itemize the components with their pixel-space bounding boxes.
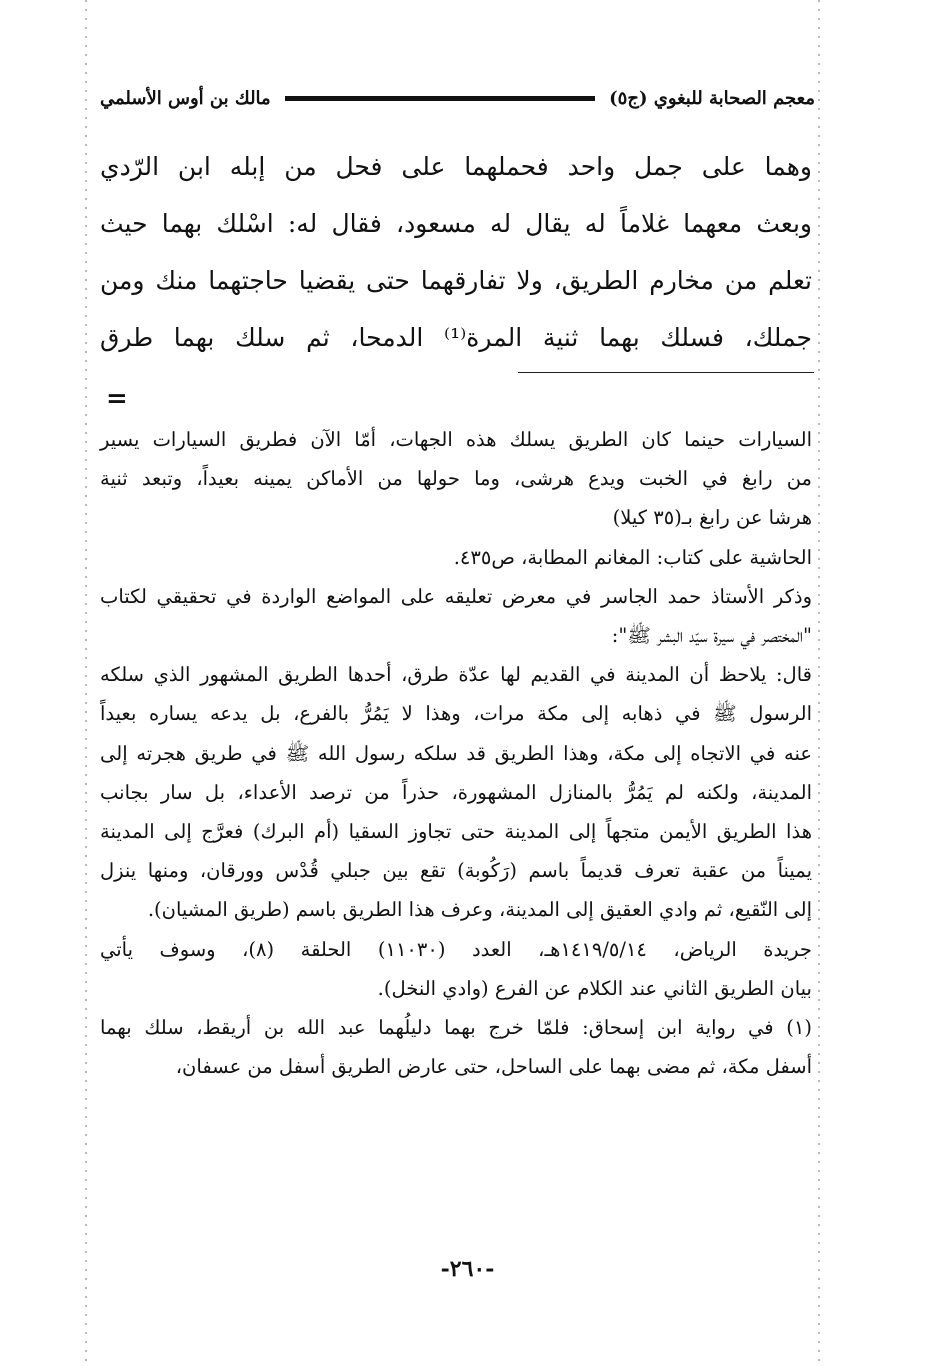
footnote-line: إلى النّقيع، ثم وادي العقيق إلى المدينة، وعرف هذا الطريق باسم (طريق المشيان). (147, 898, 812, 922)
page-number: -٢٦٠- (440, 1256, 495, 1282)
main-line: وهما على جمل واحد فحملهما على فحل من إبله ابن الرّدي (100, 152, 812, 181)
footnote-separator (518, 372, 814, 373)
footnote-line: هذا الطريق الأيمن متجهاً إلى المدينة حتى تجاوز السقيا (أم البرك) فعرَّج إلى المدينة (100, 820, 812, 844)
footnote-line: "المختصر في سيرة سيّد البشر ﷺ": (611, 624, 812, 648)
footnote-line: بيان الطريق الثاني عند الكلام عن الفرع (وادي النخل). (377, 976, 812, 1000)
footnote-line: وذكر الأستاذ حمد الجاسر في معرض تعليقه على المواضع الواردة في تحقيقي لكتاب (100, 584, 812, 608)
main-line: وبعث معهما غلاماً له يقال له مسعود، فقال له: اسْلك بهما حيث (100, 209, 812, 238)
footnote-line: الحاشية على كتاب: المغانم المطابة، ص٤٣٥. (453, 545, 812, 569)
entry-name: مالك بن أوس الأسلمي (100, 87, 271, 109)
footnote-line: الرسول ﷺ في ذهابه إلى مكة مرات، وهذا لا يَمُرُّ بالفرع، بل يدعه يساره بعيداً (100, 702, 812, 726)
continuation-mark: = (106, 384, 128, 414)
footnote-line: عنه في الاتجاه إلى مكة، وهذا الطريق قد سلكه رسول الله ﷺ في طريق هجرته إلى (100, 741, 812, 765)
footnote-line: جريدة الرياض، ١٤١٩/٥/١٤هـ، العدد (١١٠٣٠) الحلقة (٨)، وسوف يأتي (100, 937, 812, 961)
footnote-line: السيارات حينما كان الطريق يسلك هذه الجهات، أمّا الآن فطريق السيارات يسير (100, 428, 812, 451)
header-rule (285, 96, 595, 101)
footnote-line: من رابغ في الخبت ويدع هرشى، وما حولها من الأماكن يمينه بعيداً، وتبعد ثنية (100, 467, 812, 491)
footnote-line: هرشا عن رابغ بـ(٣٥ كيلا) (612, 506, 812, 530)
footnote-line: المدينة، ولكنه لم يَمُرُّ بالمنازل المشهورة، حذراً من ترصد الأعداء، بل سار بجانب (100, 780, 812, 804)
main-line: تعلم من مخارم الطريق، ولا تفارقهما حتى يقضيا حاجتهما منك ومن (100, 266, 812, 295)
footnote-line: قال: يلاحظ أن المدينة في القديم لها عدّة طرق، أحدها الطريق المشهور الذي سلكه (100, 663, 812, 687)
main-text (100, 138, 812, 366)
main-line: جملك، فسلك بهما ثنية المرة⁽¹⁾ الدمحا، ثم سلك بهما طرق (100, 323, 812, 352)
scan-edge-dots-right (818, 0, 820, 1366)
footnotes (100, 420, 812, 1086)
running-header (100, 82, 815, 114)
footnote-line: يميناً من عقبة تعرف قديماً باسم (رَكُوبة) تقع بين جبلي قُدْس وورقان، ومنها ينزل (100, 859, 812, 883)
book-title: معجم الصحابة للبغوي (ج٥) (609, 87, 815, 109)
footnote-line: أسفل مكة، ثم مضى بهما على الساحل، حتى عارض الطريق أسفل من عسفان، (175, 1055, 812, 1079)
footnote-line: (١) في رواية ابن إسحاق: فلمّا خرج بهما دليلُهما عبد الله بن أريقط، سلك بهما (100, 1016, 812, 1040)
scan-edge-dots-left (85, 0, 87, 1366)
